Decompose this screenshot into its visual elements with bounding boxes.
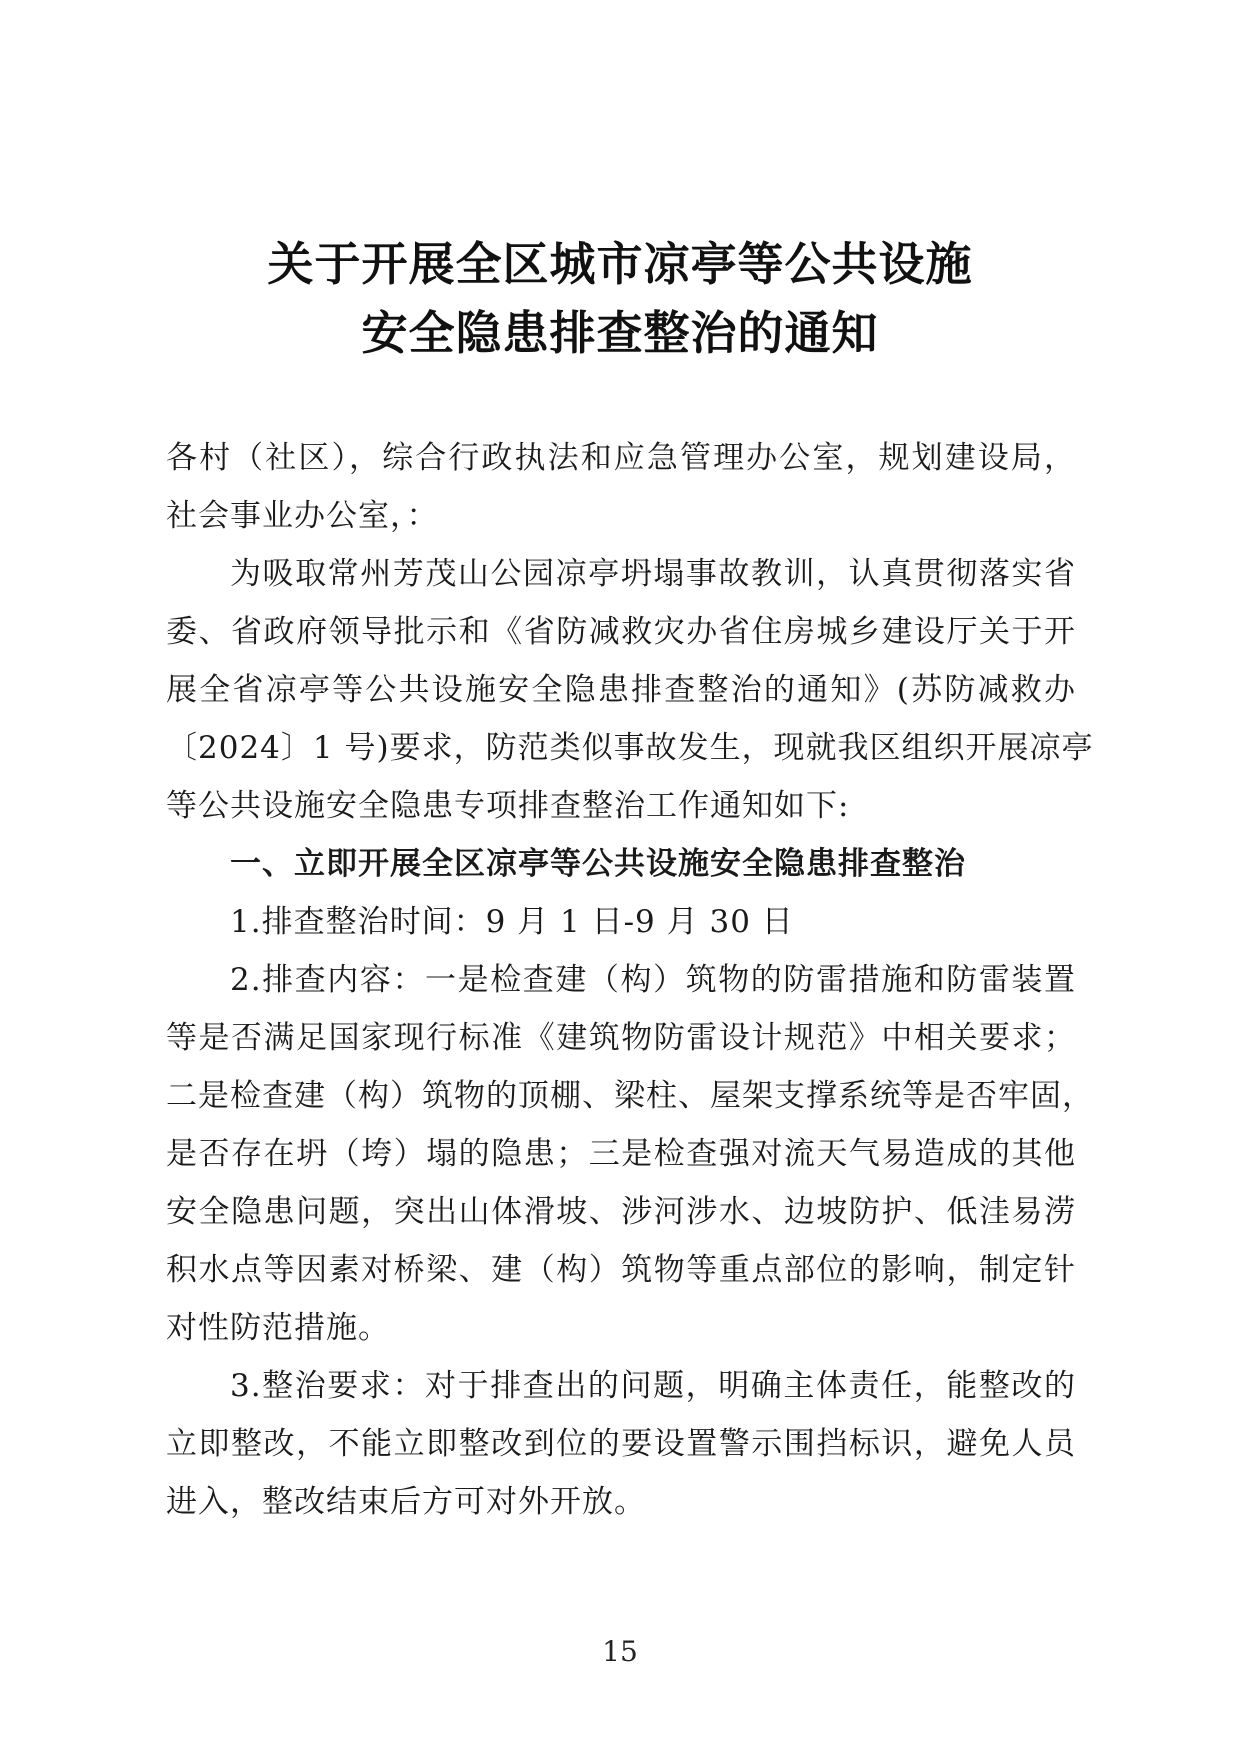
item-3-line: 3.整治要求：对于排查出的问题，明确主体责任，能整改的 — [230, 1368, 1076, 1404]
item-2-line: 积水点等因素对桥梁、建（构）筑物等重点部位的影响，制定针 — [166, 1252, 1076, 1288]
intro-paragraph-line: 展全省凉亭等公共设施安全隐患排查整治的通知》(苏防减救办 — [166, 672, 1076, 708]
document-title-line-2: 安全隐患排查整治的通知 — [361, 306, 879, 360]
intro-paragraph-line: 〔2024〕1 号)要求，防范类似事故发生，现就我区组织开展凉亭 — [166, 730, 1094, 766]
page-number: 15 — [602, 1635, 638, 1668]
item-3-line: 立即整改，不能立即整改到位的要设置警示围挡标识，避免人员 — [166, 1426, 1076, 1462]
item-2-line: 等是否满足国家现行标准《建筑物防雷设计规范》中相关要求； — [166, 1020, 1076, 1056]
addressee-line-1: 各村（社区），综合行政执法和应急管理办公室，规划建设局， — [166, 440, 1076, 476]
document-title-line-1: 关于开展全区城市凉亭等公共设施 — [267, 237, 973, 291]
intro-paragraph-line: 等公共设施安全隐患专项排查整治工作通知如下: — [166, 788, 850, 824]
addressee-line-2: 社会事业办公室，： — [166, 498, 439, 534]
item-2-line: 对性防范措施。 — [166, 1310, 390, 1346]
item-2-line: 2.排查内容：一是检查建（构）筑物的防雷措施和防雷装置 — [230, 962, 1076, 998]
intro-paragraph-line: 为吸取常州芳茂山公园凉亭坍塌事故教训，认真贯彻落实省 — [230, 556, 1076, 592]
item-2-line: 二是检查建（构）筑物的顶棚、梁柱、屋架支撑系统等是否牢固， — [166, 1078, 1094, 1114]
section-heading: 一、立即开展全区凉亭等公共设施安全隐患排查整治 — [230, 846, 966, 882]
intro-paragraph-line: 委、省政府领导批示和《省防减救灾办省住房城乡建设厅关于开 — [166, 614, 1076, 650]
item-2-line: 安全隐患问题，突出山体滑坡、涉河涉水、边坡防护、低洼易涝 — [166, 1194, 1076, 1230]
item-2-line: 是否存在坍（垮）塌的隐患；三是检查强对流天气易造成的其他 — [166, 1136, 1076, 1172]
item-3-line: 进入，整改结束后方可对外开放。 — [166, 1484, 646, 1520]
item-1-line: 1.排查整治时间：9 月 1 日-9 月 30 日 — [230, 904, 794, 940]
